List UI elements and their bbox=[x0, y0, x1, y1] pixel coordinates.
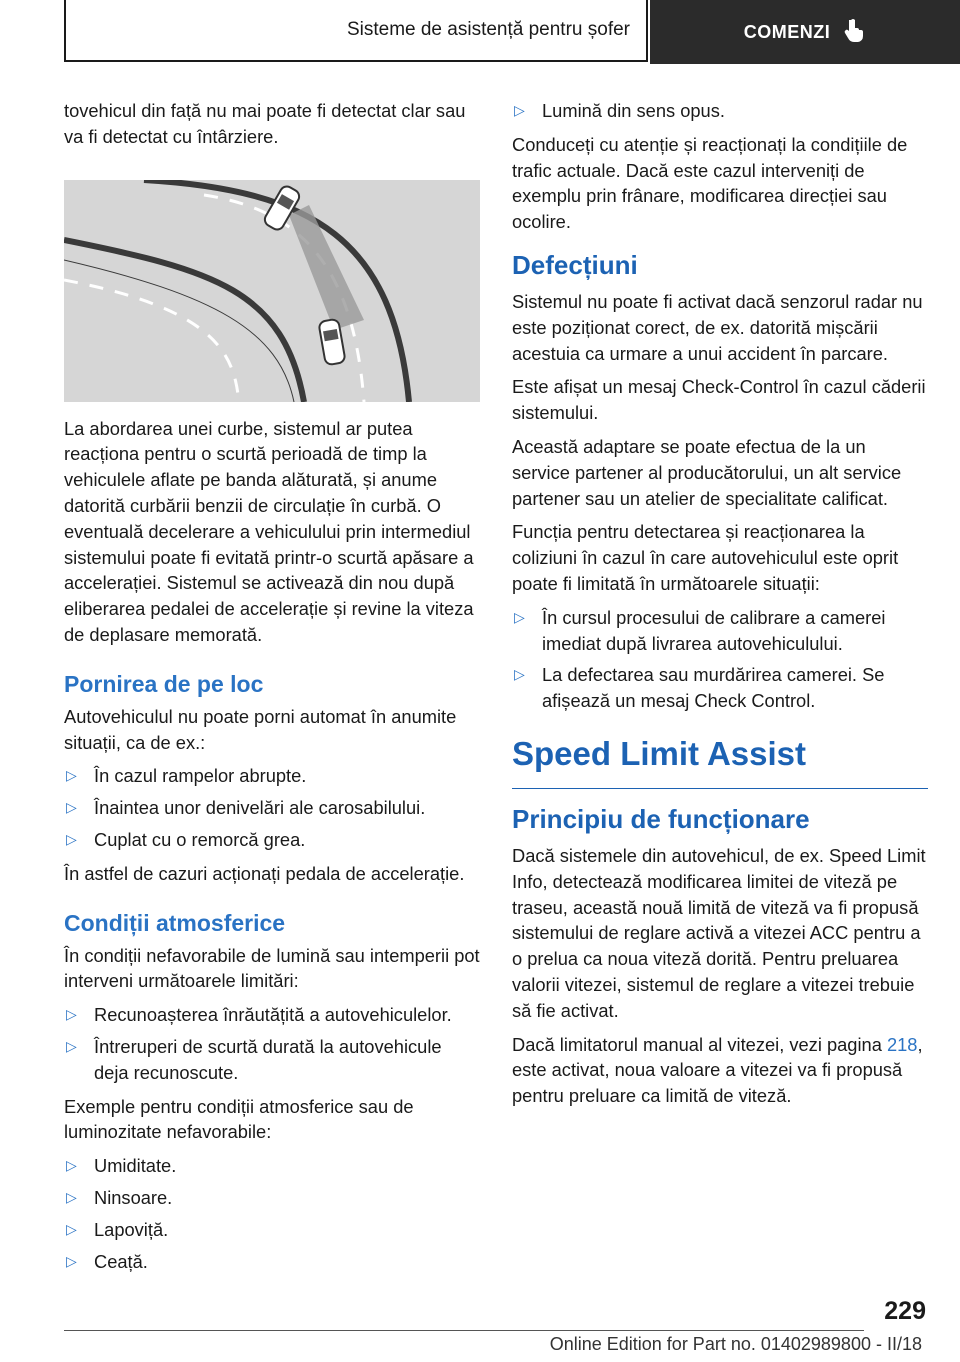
weather-list bbox=[64, 1002, 480, 1085]
principle-paragraph: Dacă sistemele din autovehicul, de ex. Speed Limit Info, detectează modificarea limitei de viteză pe traseu, această nouă limită de viteză va fi propusă sistemului de reglare activă a vitezei ACC pentru a o prelua ca noua viteză dorită. Pentru preluarea valorii vitezei, sistemul de reglare a vitezei trebuie să fie activat. bbox=[512, 844, 926, 1021]
heading-faults: Defecțiuni bbox=[512, 249, 638, 280]
section-label bbox=[650, 0, 960, 64]
heading-speed-limit-assist: Speed Limit Assist bbox=[512, 734, 928, 789]
list-item: ▷ Întreruperi de scurtă durată la autovehicule deja recunoscute. bbox=[66, 1035, 442, 1083]
list-item: ▷ Înaintea unor denivelări ale carosabilului. bbox=[64, 795, 480, 821]
triangle-right-outline-icon: ▷ bbox=[66, 1157, 77, 1174]
list-item: ▷ Lumină din sens opus. bbox=[512, 98, 928, 124]
footer-edition: Online Edition for Part no. 01402989800 - II/18 bbox=[549, 1334, 922, 1354]
footer-divider bbox=[64, 1330, 864, 1331]
list-item: ▷ Umiditate. bbox=[64, 1153, 480, 1179]
start-list bbox=[64, 763, 480, 852]
faults-paragraph-3: Această adaptare se poate efectua de la un service partener al producătorului, un alt service partener sau un atelier de specialitate calificat. bbox=[512, 435, 902, 509]
triangle-right-outline-icon: ▷ bbox=[66, 1188, 77, 1205]
list-item: ▷ Cuplat cu o remorcă grea. bbox=[64, 827, 480, 853]
triangle-right-outline-icon: ▷ bbox=[66, 767, 77, 784]
limiter-paragraph: Dacă limitatorul manual al vitezei, vezi pagina 218, este activat, noua valoare a vitezei va fi propusă pentru preluare ca limită de viteză. bbox=[512, 1033, 923, 1107]
heading-weather: Condiții atmosferice bbox=[64, 909, 286, 936]
curve-paragraph: La abordarea unei curbe, sistemul ar putea reacționa pentru o scurtă perioadă de timp la vehiculele aflate pe banda alăturată, și anume datorită curbării benzii de circulație în curbă. O eventuală decelerare a vehiculului prin intermediul sistemului poate fi evitată printr-o scurtă apăsare a accelerației. Sistemul se activează din nou după eliberarea pedalei de accelerație și revine la viteza de deplasare memorată. bbox=[64, 417, 474, 645]
intro-text: tovehicul din față nu mai poate fi detectat clar sau va fi detectat cu întârziere. bbox=[64, 100, 466, 147]
drive-paragraph: Conduceți cu atenție și reacționați la condițiile de trafic actuale. Dacă este cazul interveniți de exemplu prin frânare, modificarea direcției sau ocolire. bbox=[512, 133, 908, 233]
left-column bbox=[64, 98, 480, 1282]
top-list bbox=[512, 98, 928, 124]
heading-start: Pornirea de pe loc bbox=[64, 670, 264, 697]
start-paragraph: Autovehiculul nu poate porni automat în anumite situații, ca de ex.: bbox=[64, 705, 457, 753]
chapter-title: Sisteme de asistență pentru șofer bbox=[64, 0, 648, 62]
list-item: ▷ Recunoașterea înrăutățită a autovehiculelor. bbox=[64, 1002, 480, 1028]
faults-list bbox=[512, 605, 928, 714]
list-item: ▷ Lapoviță. bbox=[64, 1217, 480, 1243]
triangle-right-outline-icon: ▷ bbox=[66, 830, 77, 847]
list-item: ▷ Ninsoare. bbox=[64, 1185, 480, 1211]
faults-paragraph-1: Sistemul nu poate fi activat dacă senzorul radar nu este poziționat corect, de ex. datorită mișcării acestuia ca urmare a unui accident în parcare. bbox=[512, 290, 923, 364]
section-label-text: COMENZI bbox=[743, 21, 831, 42]
triangle-right-outline-icon: ▷ bbox=[66, 1252, 77, 1269]
heading-principle: Principiu de funcționare bbox=[512, 803, 810, 834]
examples-paragraph: Exemple pentru condiții atmosferice sau de luminozitate nefavorabile: bbox=[64, 1095, 414, 1143]
list-item: ▷ La defectarea sau murdărirea camerei. Se afișează un mesaj Check Control. bbox=[514, 664, 885, 712]
list-item: ▷ Ceață. bbox=[64, 1249, 480, 1275]
faults-paragraph-4: Funcția pentru detectarea și reacționarea la coliziuni în cazul în care autovehiculul este oprit poate fi limitată în următoarele situații: bbox=[512, 521, 899, 594]
triangle-right-outline-icon: ▷ bbox=[514, 102, 525, 118]
faults-paragraph-2: Este afișat un mesaj Check-Control în cazul căderii sistemului. bbox=[512, 376, 926, 424]
page-reference-link[interactable]: 218 bbox=[886, 1033, 918, 1055]
list-item: ▷ În cursul procesului de calibrare a camerei imediat după livrarea autovehiculului. bbox=[514, 606, 886, 654]
list-item: ▷ În cazul rampelor abrupte. bbox=[64, 763, 480, 789]
triangle-right-outline-icon: ▷ bbox=[514, 666, 525, 683]
triangle-right-outline-icon: ▷ bbox=[66, 1220, 77, 1237]
weather-paragraph: În condiții nefavorabile de lumină sau intemperii pot interveni următoarele limitări: bbox=[64, 944, 480, 992]
page-header bbox=[64, 0, 960, 64]
triangle-right-outline-icon: ▷ bbox=[514, 608, 525, 625]
curve-illustration bbox=[64, 180, 480, 402]
start-end-paragraph: În astfel de cazuri acționați pedala de accelerație. bbox=[64, 862, 465, 884]
triangle-right-outline-icon: ▷ bbox=[66, 1006, 77, 1023]
right-column bbox=[512, 98, 928, 1117]
triangle-right-outline-icon: ▷ bbox=[66, 799, 77, 816]
page-number: 229 bbox=[884, 1297, 926, 1325]
pointing-hand-icon bbox=[844, 18, 866, 47]
triangle-right-outline-icon: ▷ bbox=[66, 1037, 77, 1054]
examples-list bbox=[64, 1153, 480, 1274]
